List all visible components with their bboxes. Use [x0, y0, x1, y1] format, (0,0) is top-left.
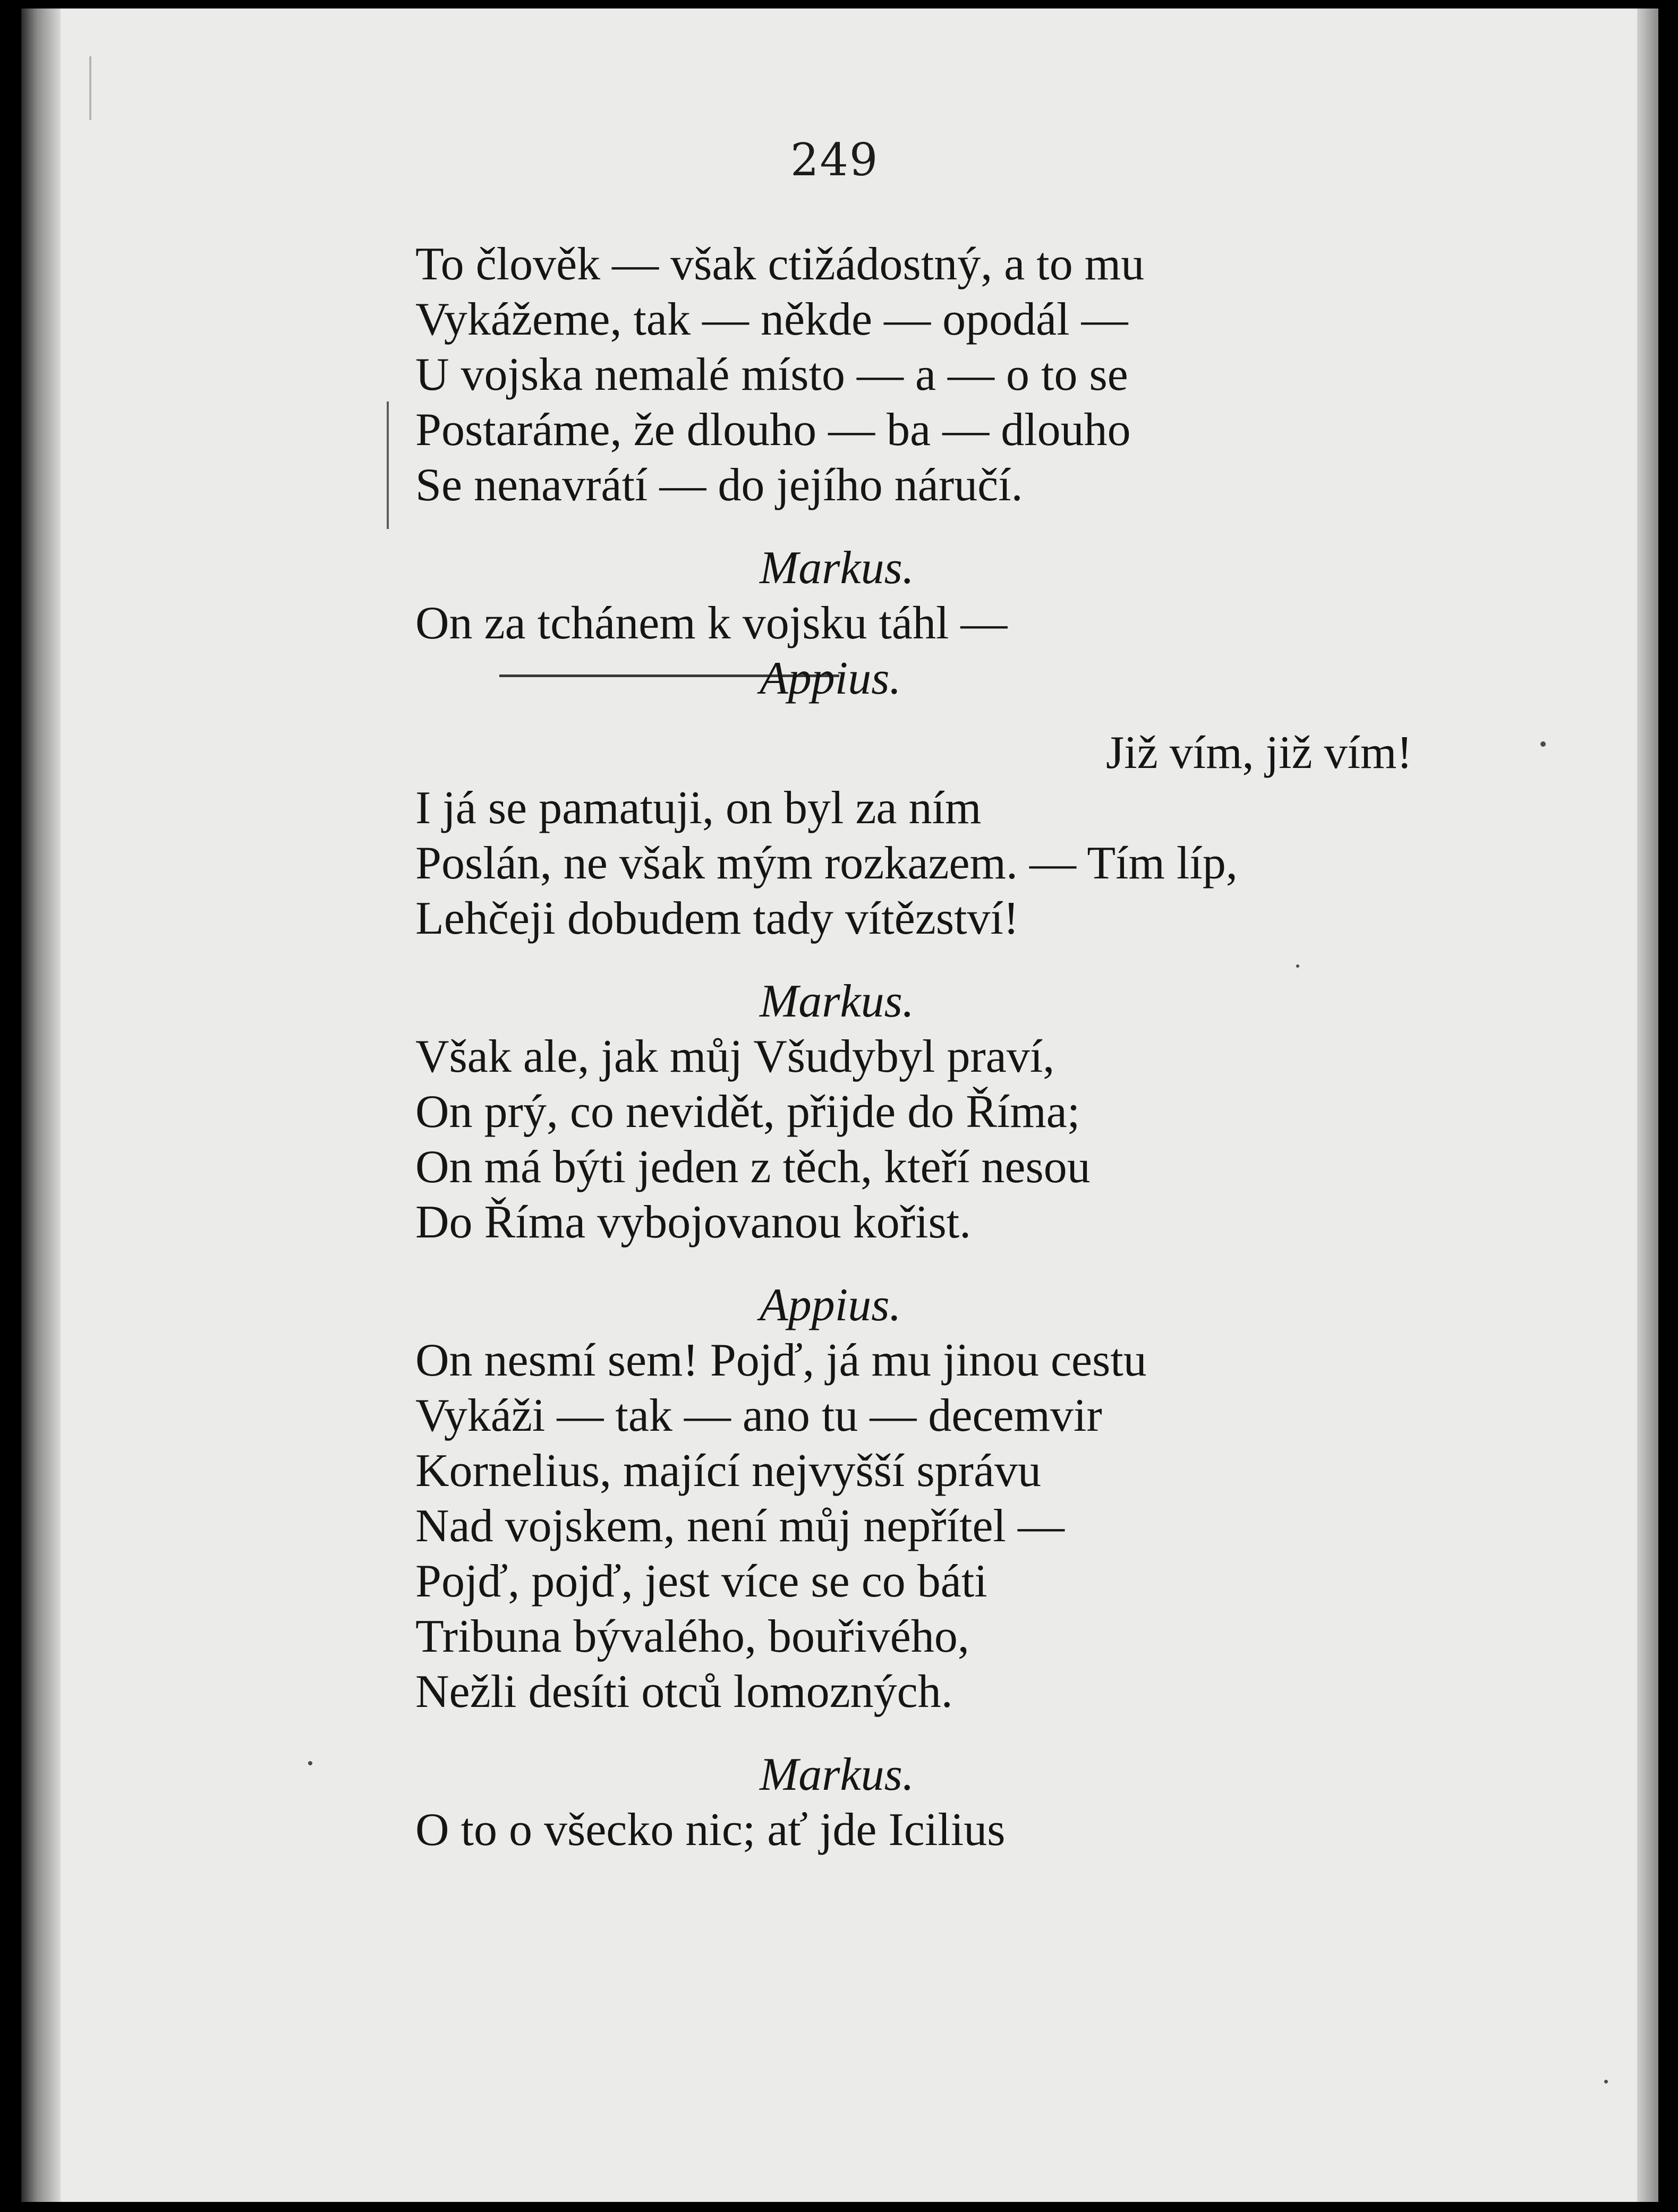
verse-line: U vojska nemalé místo — a — o to se — [415, 349, 1128, 400]
verse-line: On má býti jeden z těch, kteří nesou — [415, 1141, 1091, 1193]
verse-line: On prý, co nevidět, přijde do Říma; — [415, 1086, 1080, 1138]
speaker-heading: Markus. — [760, 1749, 914, 1800]
verse-line: Nad vojskem, není můj nepřítel — — [415, 1500, 1064, 1552]
page-gutter-shadow — [21, 8, 61, 2202]
speaker-heading: Markus. — [760, 542, 914, 594]
page-edge-shadow — [1637, 8, 1658, 2202]
verse-line: Kornelius, mající nejvyšší správu — [415, 1445, 1042, 1497]
page-number: 249 — [790, 134, 879, 186]
verse-line: O to o všecko nic; ať jde Icilius — [415, 1804, 1006, 1856]
verse-block-3 — [415, 725, 1584, 781]
verse-line: Se nenavrátí — do jejího náručí. — [415, 459, 1023, 511]
verse-line: Nežli desíti otců lomozných. — [415, 1666, 953, 1718]
verse-line: On nesmí sem! Pojď, já mu jinou cestu — [415, 1335, 1147, 1386]
speaker-heading: Appius. — [760, 653, 901, 704]
speaker-heading: Markus. — [760, 976, 914, 1027]
speck — [308, 1761, 312, 1765]
verse-block-2 — [415, 596, 1584, 651]
verse-block-1 — [415, 237, 1584, 513]
speck — [1604, 2080, 1608, 2083]
verse-block-5 — [415, 1029, 1584, 1250]
verse-block-7 — [415, 1803, 1584, 1858]
speaker-heading: Appius. — [760, 1279, 901, 1331]
verse-line: Však ale, jak můj Všudybyl praví, — [415, 1031, 1055, 1082]
verse-line: Do Říma vybojovanou kořist. — [415, 1197, 972, 1248]
verse-line: Již vím, již vím! — [1106, 727, 1412, 779]
verse-line: Poslán, ne však mým rozkazem. — Tím líp, — [415, 838, 1238, 889]
verse-block-6 — [415, 1333, 1584, 1720]
gutter-mark — [89, 56, 91, 120]
drama-text — [415, 237, 1584, 1858]
verse-line: I já se pamatuji, on byl za ním — [415, 782, 982, 834]
verse-line: Postaráme, že dlouho — ba — dlouho — [415, 404, 1131, 456]
verse-line: Pojď, pojď, jest více se co báti — [415, 1556, 987, 1607]
margin-bracket-mark — [387, 402, 389, 529]
verse-line: On za tchánem k vojsku táhl — — [415, 597, 1008, 649]
verse-line: Tribuna bývalého, bouřivého, — [415, 1611, 969, 1662]
verse-line: Lehčeji dobudem tady vítězství! — [415, 893, 1019, 944]
verse-block-4 — [415, 781, 1584, 946]
verse-line: Vykážeme, tak — někde — opodál — — [415, 294, 1128, 345]
book-page — [21, 8, 1658, 2202]
verse-line: To člověk — však ctižádostný, a to mu — [415, 238, 1145, 290]
verse-line: Vykáži — tak — ano tu — decemvir — [415, 1390, 1102, 1441]
